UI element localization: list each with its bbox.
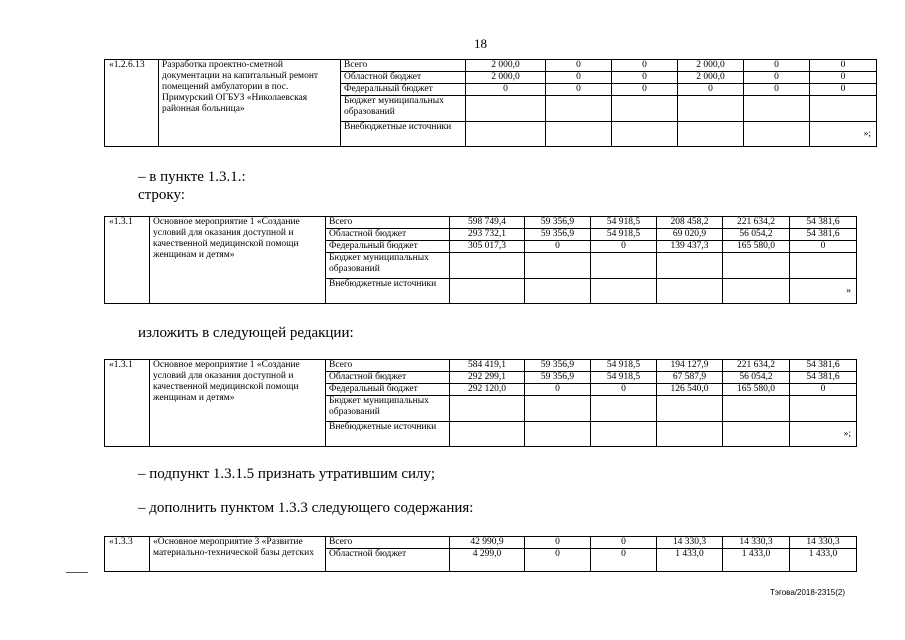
- funding-source: Федеральный бюджет: [326, 241, 450, 253]
- value-cell: [810, 96, 877, 122]
- value-cell: [790, 279, 857, 304]
- value-cell: 0: [810, 72, 877, 84]
- value-cell: [525, 422, 591, 447]
- value-cell: 54 918,5: [591, 372, 657, 384]
- value-cell: [591, 422, 657, 447]
- value-cell: [723, 422, 790, 447]
- document-code: Тэгова/2018-2315(2): [770, 588, 846, 597]
- value-cell: 126 540,0: [657, 384, 723, 396]
- value-cell: 67 587,9: [657, 372, 723, 384]
- value-cell: 54 381,6: [790, 372, 857, 384]
- value-cell: [612, 96, 678, 122]
- value-cell: 59 356,9: [525, 229, 591, 241]
- row-code: «1.3.3: [105, 537, 150, 572]
- funding-source: Всего: [326, 537, 450, 549]
- value-cell: 292 299,1: [450, 372, 525, 384]
- value-cell: 54 381,6: [790, 217, 857, 229]
- closing-quote: »: [846, 285, 851, 296]
- funding-source: Внебюджетные источники: [326, 422, 450, 447]
- funding-source: Областной бюджет: [326, 372, 450, 384]
- measure-name: Разработка проектно-сметной документации на капитальный ремонт помещений амбулатории в пос. Примурский ОГБУЗ «Николаевская районная больница»: [159, 60, 341, 147]
- value-cell: 305 017,3: [450, 241, 525, 253]
- funding-source: Всего: [341, 60, 466, 72]
- row-code: «1.2.6.13: [105, 60, 159, 147]
- value-cell: 221 634,2: [723, 360, 790, 372]
- value-cell: 0: [810, 84, 877, 96]
- value-cell: 0: [744, 72, 810, 84]
- budget-table-1-3-1-old: [104, 216, 857, 304]
- value-cell: [790, 422, 857, 447]
- value-cell: 1 433,0: [657, 549, 723, 572]
- value-cell: 54 918,5: [591, 360, 657, 372]
- value-cell: [678, 122, 744, 147]
- value-cell: [744, 122, 810, 147]
- value-cell: 0: [591, 384, 657, 396]
- value-cell: 54 918,5: [591, 217, 657, 229]
- budget-table-1-3-1-new: [104, 359, 857, 447]
- value-cell: [657, 253, 723, 279]
- value-cell: 165 580,0: [723, 241, 790, 253]
- value-cell: 2 000,0: [678, 60, 744, 72]
- funding-source: Бюджет муниципальных образований: [326, 253, 450, 279]
- value-cell: 0: [790, 241, 857, 253]
- value-cell: [450, 279, 525, 304]
- value-cell: 165 580,0: [723, 384, 790, 396]
- value-cell: 139 437,3: [657, 241, 723, 253]
- value-cell: 0: [612, 72, 678, 84]
- value-cell: [591, 279, 657, 304]
- funding-source: Бюджет муниципальных образований: [326, 396, 450, 422]
- value-cell: 598 749,4: [450, 217, 525, 229]
- funding-source: Областной бюджет: [326, 549, 450, 572]
- value-cell: [450, 396, 525, 422]
- value-cell: 54 381,6: [790, 229, 857, 241]
- value-cell: 0: [591, 537, 657, 549]
- instruction-paragraph: – дополнить пунктом 1.3.3 следующего содержания:: [138, 500, 474, 516]
- value-cell: 0: [525, 537, 591, 549]
- budget-table-1-3-3: [104, 536, 857, 572]
- value-cell: [466, 122, 546, 147]
- measure-name: Основное мероприятие 1 «Создание условий для оказания доступной и качественной медицинской помощи женщинам и детям»: [150, 217, 326, 304]
- funding-source: Всего: [326, 217, 450, 229]
- value-cell: [591, 253, 657, 279]
- value-cell: 293 732,1: [450, 229, 525, 241]
- value-cell: 2 000,0: [466, 72, 546, 84]
- value-cell: [450, 253, 525, 279]
- value-cell: [723, 253, 790, 279]
- value-cell: [591, 396, 657, 422]
- value-cell: [723, 396, 790, 422]
- value-cell: 0: [546, 60, 612, 72]
- value-cell: [450, 422, 525, 447]
- value-cell: 0: [790, 384, 857, 396]
- value-cell: [790, 396, 857, 422]
- value-cell: 14 330,3: [790, 537, 857, 549]
- value-cell: 14 330,3: [723, 537, 790, 549]
- value-cell: 584 419,1: [450, 360, 525, 372]
- value-cell: [678, 96, 744, 122]
- funding-source: Областной бюджет: [326, 229, 450, 241]
- value-cell: 0: [525, 241, 591, 253]
- value-cell: 59 356,9: [525, 360, 591, 372]
- value-cell: [546, 122, 612, 147]
- measure-name: «Основное мероприятие 3 «Развитие материально-технической базы детских: [150, 537, 326, 572]
- closing-quote: »;: [843, 428, 851, 439]
- row-code: «1.3.1: [105, 360, 150, 447]
- value-cell: 2 000,0: [466, 60, 546, 72]
- value-cell: 0: [744, 60, 810, 72]
- instruction-paragraph: – подпункт 1.3.1.5 признать утратившим силу;: [138, 466, 435, 482]
- value-cell: 1 433,0: [790, 549, 857, 572]
- value-cell: 14 330,3: [657, 537, 723, 549]
- value-cell: 0: [591, 241, 657, 253]
- funding-source: Бюджет муниципальных образований: [341, 96, 466, 122]
- instruction-paragraph: – в пункте 1.3.1.:: [138, 169, 246, 185]
- margin-line: [66, 572, 88, 573]
- value-cell: 0: [678, 84, 744, 96]
- value-cell: 2 000,0: [678, 72, 744, 84]
- value-cell: 0: [591, 549, 657, 572]
- value-cell: [612, 122, 678, 147]
- value-cell: [744, 96, 810, 122]
- value-cell: 0: [810, 60, 877, 72]
- value-cell: 0: [612, 84, 678, 96]
- value-cell: 0: [525, 384, 591, 396]
- funding-source: Областной бюджет: [341, 72, 466, 84]
- value-cell: [525, 279, 591, 304]
- instruction-paragraph: изложить в следующей редакции:: [138, 325, 354, 341]
- value-cell: 42 990,9: [450, 537, 525, 549]
- value-cell: 54 381,6: [790, 360, 857, 372]
- value-cell: [810, 122, 877, 147]
- value-cell: 292 120,0: [450, 384, 525, 396]
- closing-quote: »;: [863, 128, 871, 139]
- funding-source: Федеральный бюджет: [326, 384, 450, 396]
- value-cell: 54 918,5: [591, 229, 657, 241]
- instruction-paragraph: строку:: [138, 187, 185, 203]
- value-cell: 0: [466, 84, 546, 96]
- value-cell: 59 356,9: [525, 372, 591, 384]
- value-cell: 194 127,9: [657, 360, 723, 372]
- value-cell: 59 356,9: [525, 217, 591, 229]
- funding-source: Всего: [326, 360, 450, 372]
- funding-source: Внебюджетные источники: [341, 122, 466, 147]
- value-cell: [657, 422, 723, 447]
- budget-table-1-2-6-13: [104, 59, 877, 147]
- value-cell: [790, 253, 857, 279]
- value-cell: 69 020,9: [657, 229, 723, 241]
- value-cell: [466, 96, 546, 122]
- value-cell: 1 433,0: [723, 549, 790, 572]
- value-cell: 56 054,2: [723, 229, 790, 241]
- row-code: «1.3.1: [105, 217, 150, 304]
- value-cell: [657, 396, 723, 422]
- value-cell: 0: [546, 72, 612, 84]
- value-cell: 56 054,2: [723, 372, 790, 384]
- value-cell: 0: [744, 84, 810, 96]
- measure-name: Основное мероприятие 1 «Создание условий для оказания доступной и качественной медицинской помощи женщинам и детям»: [150, 360, 326, 447]
- value-cell: 221 634,2: [723, 217, 790, 229]
- value-cell: 0: [525, 549, 591, 572]
- funding-source: Федеральный бюджет: [341, 84, 466, 96]
- value-cell: 208 458,2: [657, 217, 723, 229]
- value-cell: [525, 253, 591, 279]
- value-cell: [525, 396, 591, 422]
- value-cell: 0: [546, 84, 612, 96]
- value-cell: [723, 279, 790, 304]
- funding-source: Внебюджетные источники: [326, 279, 450, 304]
- value-cell: [657, 279, 723, 304]
- page-number: 18: [474, 36, 487, 51]
- value-cell: 4 299,0: [450, 549, 525, 572]
- value-cell: 0: [612, 60, 678, 72]
- value-cell: [546, 96, 612, 122]
